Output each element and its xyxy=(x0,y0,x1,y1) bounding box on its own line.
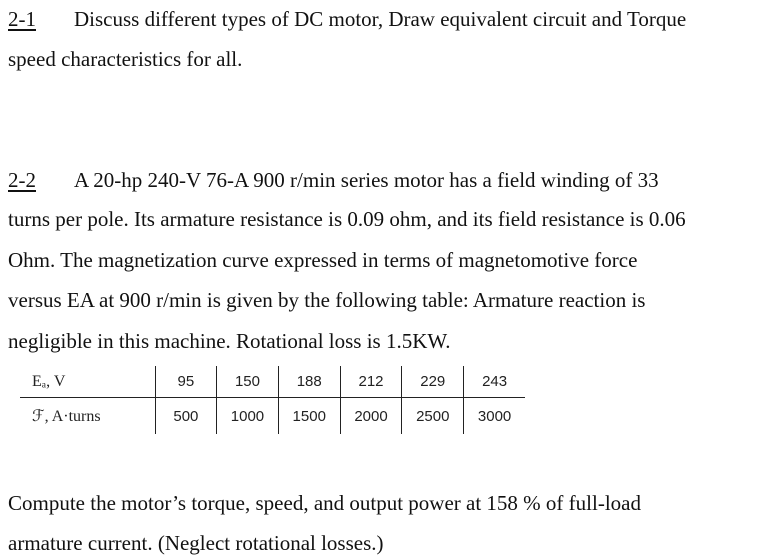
question-2-1-text: Discuss different types of DC motor, Draw equivalent circuit and Torque xyxy=(74,7,687,31)
question-2-2-line-1 xyxy=(8,167,659,193)
row-label-mmf: ℱ, A·turns xyxy=(32,408,101,425)
question-2-2-line-4: versus EA at 900 r/min is given by the following table: Armature reaction is xyxy=(8,288,646,312)
cell-mmf-6: 3000 xyxy=(464,398,525,435)
cell-ea-1: 95 xyxy=(155,366,216,398)
question-2-2-text: A 20-hp 240-V 76-A 900 r/min series motor has a field winding of 33 xyxy=(74,168,659,192)
cell-mmf-3: 1500 xyxy=(278,398,340,435)
question-2-1-line-2: speed characteristics for all. xyxy=(8,47,243,71)
cell-ea-6: 243 xyxy=(464,366,525,398)
cell-ea-4: 212 xyxy=(340,366,402,398)
question-2-2-line-6: Compute the motor’s torque, speed, and output power at 158 % of full-load xyxy=(8,491,641,515)
row-label-ea: Eₐ, V xyxy=(20,366,155,398)
question-number-2-2: 2-2 xyxy=(8,168,36,192)
cell-mmf-4: 2000 xyxy=(340,398,402,435)
question-number-2-1: 2-1 xyxy=(8,7,36,31)
cell-ea-3: 188 xyxy=(278,366,340,398)
cell-mmf-1: 500 xyxy=(155,398,216,435)
question-2-2-line-7: armature current. (Neglect rotational losses.) xyxy=(8,531,384,555)
question-2-1-line-1 xyxy=(8,6,686,32)
question-2-2-line-5: negligible in this machine. Rotational loss is 1.5KW. xyxy=(8,329,451,353)
cell-mmf-5: 2500 xyxy=(402,398,464,435)
table-row-mmf xyxy=(20,398,525,435)
table-row-ea xyxy=(20,366,525,398)
cell-ea-5: 229 xyxy=(402,366,464,398)
question-2-2-line-2: turns per pole. Its armature resistance is 0.09 ohm, and its field resistance is 0.06 xyxy=(8,207,686,231)
cell-mmf-2: 1000 xyxy=(217,398,279,435)
question-2-2-line-3: Ohm. The magnetization curve expressed in terms of magnetomotive force xyxy=(8,248,638,272)
magnetization-table xyxy=(20,366,525,438)
cell-ea-2: 150 xyxy=(217,366,279,398)
